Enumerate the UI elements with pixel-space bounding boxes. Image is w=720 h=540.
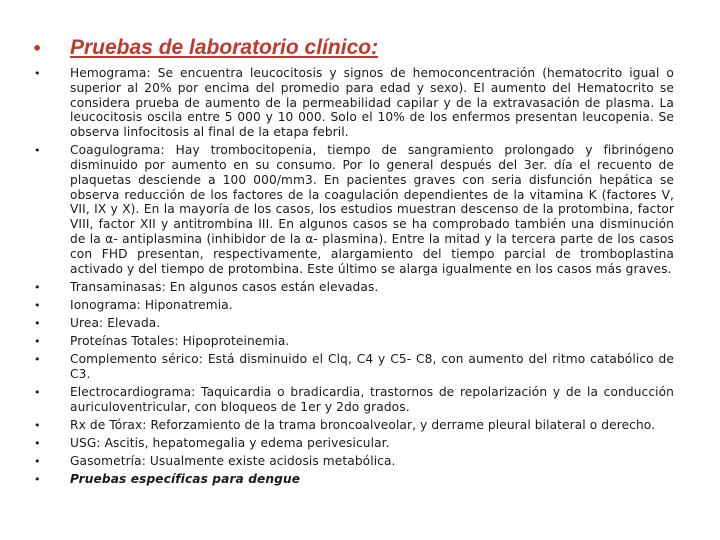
bullet-icon: • <box>34 67 41 80</box>
item-text: Coagulograma: Hay trombocitopenia, tiempo de sangramiento prolongado y fibrinógeno disminuido por aumento en su consumo. Por lo general después del 3er. día el recuento de plaquetas desciende a 100 000/mm3. En pacientes graves con seria disfunción hepática se observa reducción de los factores de la coagulación dependientes de la vitamina K (factores V, VII, IX y X). En la mayoría de los casos, los estudios muestran descenso de la protombina, factor VIII, factor XII y antitrombina III. En algunos casos se ha comprobado también una disminución de la α- antiplasmina (inhibidor de la α- plasmina). Entre la mitad y la tercera parte de los casos con FHD presentan, respectivamente, alargamiento del tiempo parcial de tromboplastina activado y del tiempo de protombina. Este último se alarga igualmente en los casos más graves. <box>70 143 674 276</box>
list-item <box>32 316 674 331</box>
item-text: Urea: Elevada. <box>70 315 161 330</box>
item-text: Transaminasas: En algunos casos están elevadas. <box>70 279 379 294</box>
item-text: Rx de Tórax: Reforzamiento de la trama broncoalveolar, y derrame pleural bilateral o derecho. <box>70 417 656 432</box>
item-text: Pruebas específicas para dengue <box>70 472 301 487</box>
title-row <box>32 36 692 60</box>
list-item <box>32 143 674 276</box>
list-item <box>32 352 674 382</box>
bullet-icon: • <box>34 386 41 400</box>
bullet-icon: • <box>34 455 41 469</box>
bullet-icon: • <box>34 335 41 349</box>
bullet-icon: • <box>34 473 41 487</box>
bullet-icon: • <box>34 353 41 367</box>
bullet-icon: • <box>34 316 41 330</box>
title-bullet: • <box>32 39 43 58</box>
item-text: Electrocardiograma: Taquicardia o bradicardia, trastornos de repolarización y de la conducción auriculoventricular, con bloqueos de 1er y 2do grados. <box>70 385 674 414</box>
bullet-icon: • <box>34 298 41 312</box>
list-item <box>32 334 674 349</box>
list-item <box>32 385 674 415</box>
list-item <box>32 280 674 295</box>
list-item <box>32 298 674 313</box>
list-item <box>32 436 674 451</box>
item-text: Hemograma: Se encuentra leucocitosis y signos de hemoconcentración (hematocrito igual o superior al 20% por encima del promedio para edad y sexo). El aumento del Hematocrito se considera prueba de aumento de la permeabilidad capilar y de la extravasación de plasma. La leucocitosis oscila entre 5 000 y 10 000. Solo el 10% de los enfermos presentan leucopenia. Se observa linfocitosis al final de la etapa febril. <box>70 66 674 140</box>
slide-title: Pruebas de laboratorio clínico: <box>70 36 379 59</box>
bullet-icon: • <box>34 418 41 432</box>
item-text: USG: Ascitis, hepatomegalia y edema perivesicular. <box>70 436 390 451</box>
list-item <box>32 418 674 433</box>
item-text: Proteínas Totales: Hipoproteinemia. <box>70 334 290 349</box>
list-item <box>32 472 674 487</box>
bullet-list <box>32 66 674 491</box>
list-item <box>32 454 674 469</box>
bullet-icon: • <box>34 280 41 294</box>
item-text: Gasometría: Usualmente existe acidosis metabólica. <box>70 454 396 469</box>
list-item <box>32 66 674 140</box>
item-text: Ionograma: Hiponatremia. <box>70 297 233 312</box>
item-text: Complemento sérico: Está disminuido el Clq, C4 y C5- C8, con aumento del ritmo catabólico de C3. <box>70 352 674 382</box>
bullet-icon: • <box>34 437 41 451</box>
bullet-icon: • <box>34 144 41 158</box>
